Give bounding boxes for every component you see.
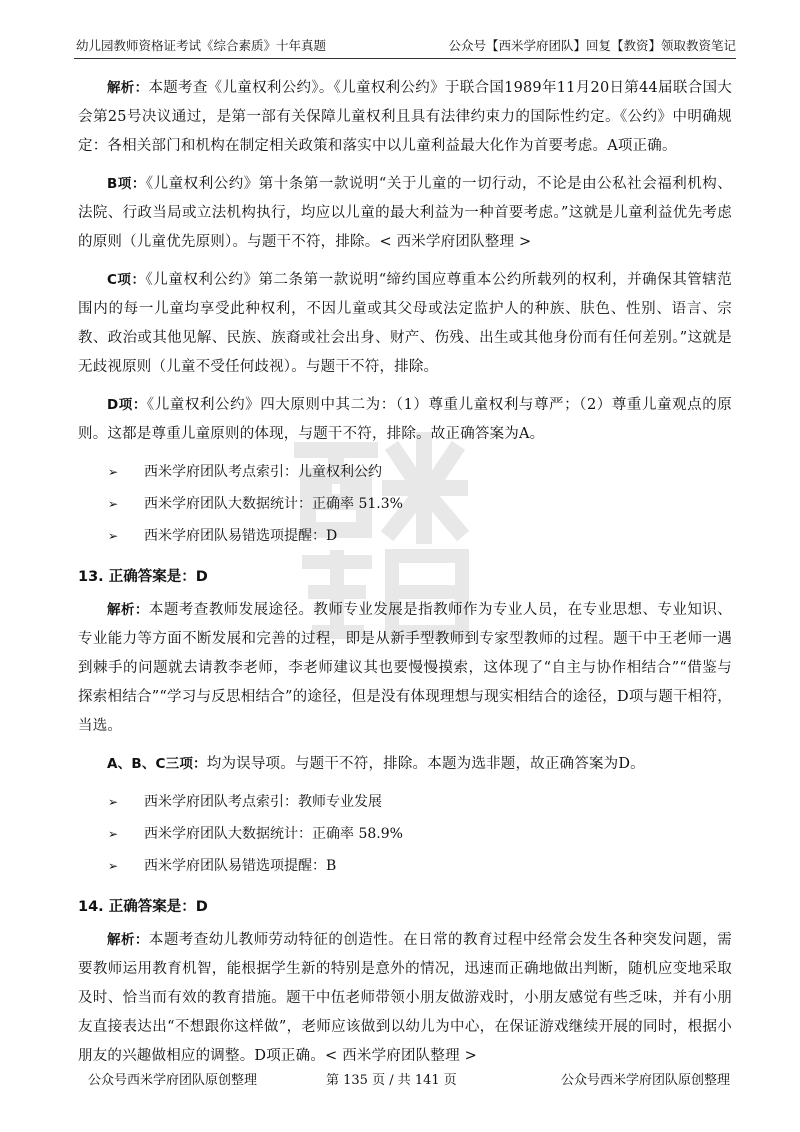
list-item [108, 852, 732, 881]
q14-answer-title: 14. 正确答案是：D [78, 899, 208, 915]
q13-answer-title: 13. 正确答案是：D [78, 569, 208, 585]
arrow-bullet-icon: ➢ [108, 497, 119, 511]
note-text: 西米学府团队考点索引：教师专业发展 [144, 794, 382, 810]
option-label: B项： [107, 176, 146, 192]
analysis-text: 本题考查幼儿教师劳动特征的创造性。在日常的教育过程中经常会发生各种突发问题，需要教师运用教育机智，能根据学生新的特别是意外的情况，迅速而正确地做出判断，随机应变地采取及时、恰当而有效的教育措施。题干中伍老师带领小朋友做游戏时，小朋友感觉有些乏味，并有小朋友直接表达出“不想跟你这样做”，老师应该做到以幼儿为中心，在保证游戏继续开展的同时，根据小朋友的兴趣做相应的调整。D项正确。< 西米学府团队整理 > [78, 932, 733, 1064]
header-left-title: 幼儿园教师资格证考试《综合素质》十年真题 [76, 38, 327, 53]
page-number: 第 135 页 / 共 141 页 [326, 1073, 457, 1088]
list-item [108, 490, 732, 519]
option-text: 《儿童权利公约》第二条第一款说明“缔约国应尊重本公约所载列的权利，并确保其管辖范围内的每一儿童均享受此种权利，不因儿童或其父母或法定监护人的种族、肤色、性别、语言、宗教、政治或其他见解、民族、族裔或社会出身、财产、伤残、出生或其他身份而有任何差别。”这就是无歧视原则（儿童不受任何歧视）。与题干不符，排除。 [78, 272, 732, 375]
footer-right: 公众号西米学府团队原创整理 [560, 1073, 730, 1088]
q12-notes [78, 458, 732, 551]
header-right-note: 公众号【西米学府团队】回复【教资】领取教资笔记 [448, 38, 736, 53]
analysis-text: 本题考查《儿童权利公约》。《儿童权利公约》于联合国1989年11月20日第44届联合国大会第25号决议通过，是第一部有关保障儿童权利且具有法律约束力的国际性约定。《公约》中明确规定：各相关部门和机构在制定相关政策和落实中以儿童利益最大化作为首要考虑。A项正确。 [78, 80, 732, 154]
option-label: A、B、C三项： [107, 756, 207, 772]
list-item [108, 522, 732, 551]
analysis-text: 本题考查教师发展途径。教师专业发展是指教师作为专业人员，在专业思想、专业知识、专业能力等方面不断发展和完善的过程，即是从新手型教师到专家型教师的过程。题干中王老师一遇到棘手的问题就去请教李老师，李老师建议其也要慢慢摸索，这体现了“自主与协作相结合”“借鉴与探索相结合”“学习与反思相结合”的途径，但是没有体现理想与现实相结合的途径，D项与题干相符，当选。 [78, 602, 733, 734]
arrow-bullet-icon: ➢ [108, 827, 119, 841]
arrow-bullet-icon: ➢ [108, 795, 119, 809]
q12-option-b [78, 170, 732, 257]
list-item [108, 458, 732, 487]
analysis-label: 解析： [107, 80, 149, 96]
note-text: 西米学府团队大数据统计：正确率 51.3% [144, 496, 403, 512]
option-text: 均为误导项。与题干不符，排除。本题为选非题，故正确答案为D。 [206, 756, 645, 772]
page-content [78, 74, 732, 1080]
note-text: 西米学府团队易错选项提醒：B [144, 858, 337, 874]
footer-left: 公众号西米学府团队原创整理 [88, 1073, 258, 1088]
arrow-bullet-icon: ➢ [108, 465, 119, 479]
option-label: D项： [107, 397, 147, 413]
option-text: 《儿童权利公约》四大原则中其二为：（1）尊重儿童权利与尊严；（2）尊重儿童观点的原则。这都是尊重儿童原则的体现，与题干不符，排除。故正确答案为A。 [78, 397, 732, 442]
note-text: 西米学府团队易错选项提醒：D [144, 528, 338, 544]
q14-analysis [78, 926, 732, 1071]
note-text: 西米学府团队大数据统计：正确率 58.9% [144, 826, 403, 842]
q12-option-c [78, 266, 732, 382]
q13-notes [78, 788, 732, 881]
q13-analysis [78, 596, 732, 741]
q12-option-d [78, 391, 732, 449]
page-header [74, 36, 736, 59]
list-item [108, 820, 732, 849]
analysis-label: 解析： [107, 932, 149, 948]
q13-options-abc [78, 750, 732, 779]
arrow-bullet-icon: ➢ [108, 859, 119, 873]
analysis-label: 解析： [107, 602, 149, 618]
option-label: C项： [107, 272, 146, 288]
list-item [108, 788, 732, 817]
arrow-bullet-icon: ➢ [108, 529, 119, 543]
q12-analysis [78, 74, 732, 161]
note-text: 西米学府团队考点索引：儿童权利公约 [144, 464, 382, 480]
option-text: 《儿童权利公约》第十条第一款说明“关于儿童的一切行动，不论是由公私社会福利机构、法院、行政当局或立法机构执行，均应以儿童的最大利益为一种首要考虑。”这就是儿童利益优先考虑的原则（儿童优先原则）。与题干不符，排除。< 西米学府团队整理 > [78, 176, 732, 250]
